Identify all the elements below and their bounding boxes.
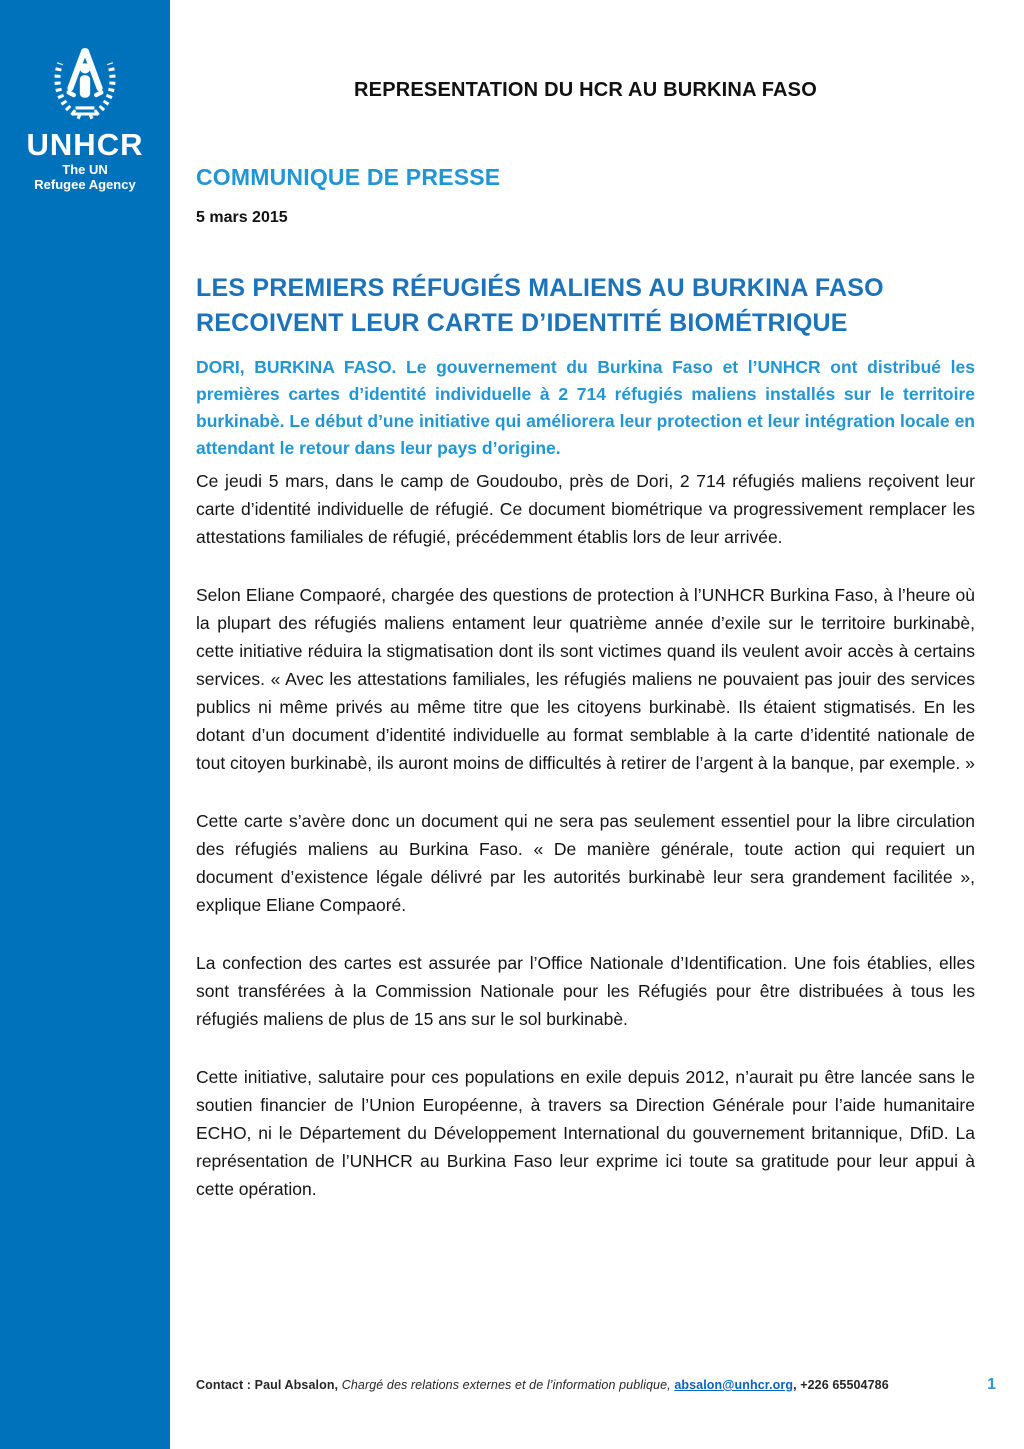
brand-sidebar [0,0,170,1449]
document-date: 5 mars 2015 [196,209,288,226]
page-footer [196,1376,1004,1394]
contact-email-link[interactable]: absalon@unhcr.org [674,1378,794,1392]
paragraph-2: Selon Eliane Compaoré, chargée des questions de protection à l’UNHCR Burkina Faso, à l’heure où la plupart des réfugiés maliens entament leur quatrième année d’exile sur le territoire burkinabè, cette initiative réduira la stigmatisation dont ils sont victimes quand ils veulent avoir accès à certains services. « Avec les attestations familiales, les réfugiés maliens ne pouvaient pas jouir des services publics ni même privés au même titre que les citoyens burkinabè. Ils étaient stigmatisés. En les dotant d’un document d’identité individuelle au format semblable à la carte d’identité nationale de tout citoyen burkinabè, ils auront moins de difficultés à retirer de l’argent à la banque, par exemple. » [196,585,975,773]
document-body [170,0,1024,1449]
paragraph-1: Ce jeudi 5 mars, dans le camp de Goudoubo, près de Dori, 2 714 réfugiés maliens reçoivent leur carte d’identité individuelle de réfugié. Ce document biométrique va progressivement remplacer les attestations familiales de réfugié, précédemment établis lors de leur arrivée. [196,471,975,547]
organization-title: REPRESENTATION DU HCR AU BURKINA FASO [354,79,817,101]
unhcr-logo [0,40,170,192]
headline-line-1: LES PREMIERS RÉFUGIÉS MALIENS AU BURKINA FASO [196,274,884,302]
page-number: 1 [987,1376,996,1393]
paragraph-3: Cette carte s’avère donc un document qui ne sera pas seulement essentiel pour la libre circulation des réfugiés maliens au Burkina Faso. « De manière générale, toute action qui requiert un document d’existence légale délivré par les autorités burkinabè leur sera grandement facilitée », explique Eliane Compaoré. [196,811,975,915]
contact-role: Chargé des relations externes et de l’information publique, [341,1378,671,1392]
contact-phone: , +226 65504786 [793,1378,889,1392]
contact-label: Contact : Paul Absalon, [196,1378,339,1392]
headline-line-2: RECOIVENT LEUR CARTE D’IDENTITÉ BIOMÉTRIQUE [196,309,848,337]
logo-acronym: UNHCR [26,127,144,162]
logo-tagline-line1: The UN [62,162,108,177]
headline [196,271,975,341]
lead-paragraph: DORI, BURKINA FASO. Le gouvernement du Burkina Faso et l’UNHCR ont distribué les premières cartes d’identité individuelle à 2 714 réfugiés maliens installés sur le territoire burkinabè. Le début d’une initiative qui améliorera leur protection et leur intégration locale en attendant le retour dans leur pays d’origine. [196,357,975,458]
contact-line [196,1378,889,1392]
logo-tagline-line2: Refugee Agency [34,177,136,192]
paragraph-4: La confection des cartes est assurée par l’Office Nationale d’Identification. Une fois établies, elles sont transférées à la Commission Nationale pour les Réfugiés pour être distribuées à tous les réfugiés maliens de plus de 15 ans sur le sol burkinabè. [196,953,975,1029]
unhcr-emblem-icon [42,40,128,126]
press-release-label: COMMUNIQUE DE PRESSE [196,164,501,190]
paragraph-5: Cette initiative, salutaire pour ces populations en exile depuis 2012, n’aurait pu être lancée sans le soutien financier de l’Union Européenne, à travers sa Direction Générale pour l’aide humanitaire ECHO, ni le Département du Développement International du gouvernement britannique, DfiD. La représentation de l’UNHCR au Burkina Faso leur exprime ici toute sa gratitude pour leur appui à cette opération. [196,1067,975,1199]
